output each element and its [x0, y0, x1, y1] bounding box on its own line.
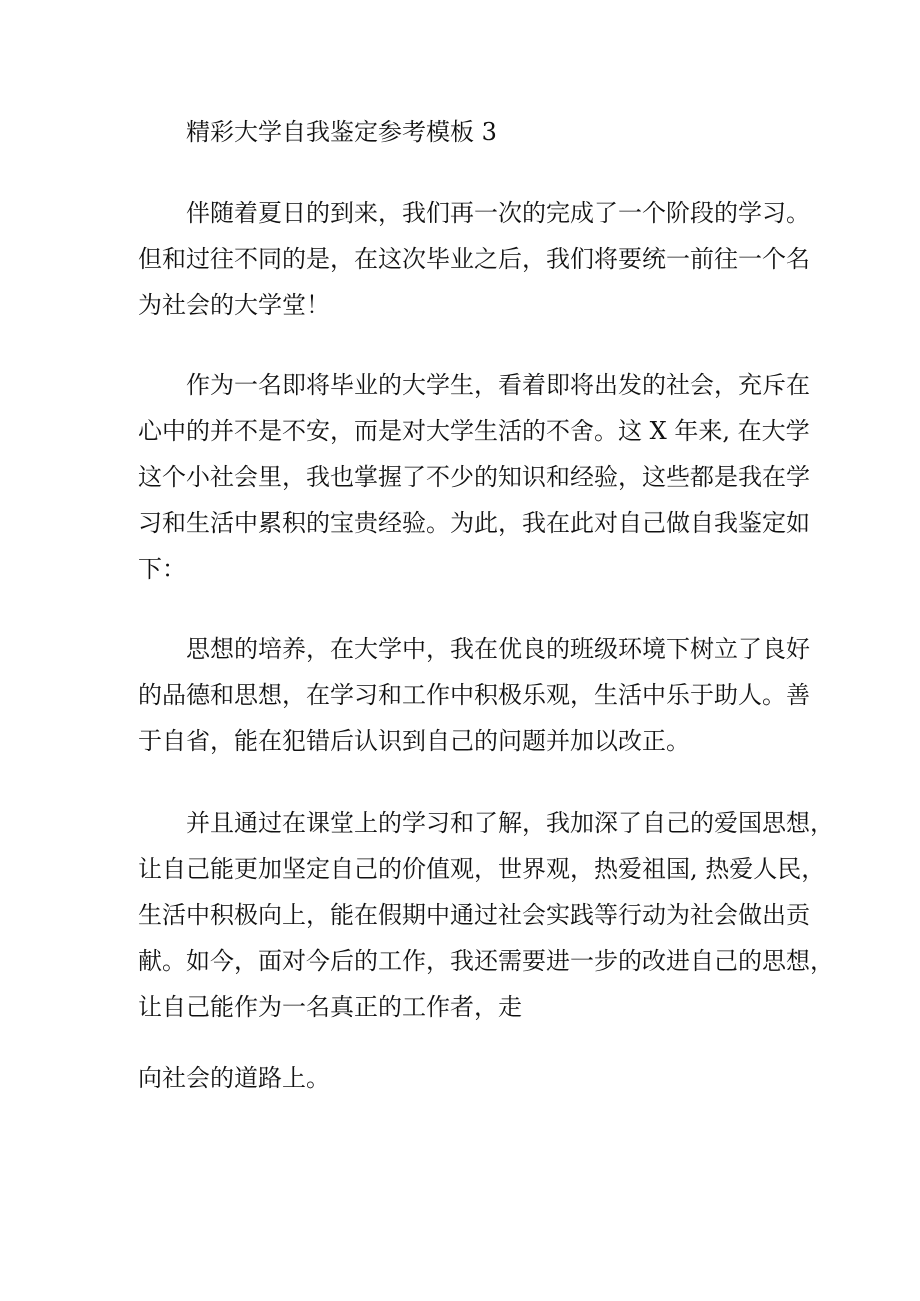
paragraph-2: [138, 362, 810, 592]
paragraph-line: 献。如今，面对今后的工作，我还需要进一步的改进自己的思想，: [138, 947, 834, 975]
paragraph-line: 向社会的道路上。: [138, 1064, 330, 1092]
paragraph-line: 生活中积极向上，能在假期中通过社会实践等行动为社会做出贡: [138, 901, 810, 929]
paragraph-line: 但和过往不同的是，在这次毕业之后，我们将要统一前往一个名: [138, 245, 810, 273]
paragraph-line: 让自己能更加坚定自己的价值观，世界观，热爱祖国, 热爱人民，: [138, 855, 826, 883]
paragraph-line: 习和生活中累积的宝贵经验。为此，我在此对自己做自我鉴定如: [138, 509, 810, 537]
paragraph-5: [138, 1055, 798, 1101]
paragraph-line: 让自己能作为一名真正的工作者，走: [138, 993, 522, 1021]
paragraph-line: 伴随着夏日的到来，我们再一次的完成了一个阶段的学习。: [186, 199, 810, 227]
paragraph-line: 为社会的大学堂！: [138, 291, 330, 319]
paragraph-line: 的品德和思想，在学习和工作中积极乐观，生活中乐于助人。善: [138, 681, 810, 709]
document-title: 精彩大学自我鉴定参考模板 3: [186, 118, 497, 146]
paragraph-line: 作为一名即将毕业的大学生，看着即将出发的社会，充斥在: [186, 371, 810, 399]
paragraph-line: 下：: [138, 555, 186, 583]
paragraph-1: [138, 190, 810, 328]
paragraph-line: 这个小社会里，我也掌握了不少的知识和经验，这些都是我在学: [138, 463, 810, 491]
paragraph-line: 于自省，能在犯错后认识到自己的问题并加以改正。: [138, 727, 690, 755]
paragraph-4: [138, 800, 834, 1030]
paragraph-line: 心中的并不是不安，而是对大学生活的不舍。这 X 年来, 在大学: [138, 417, 810, 445]
paragraph-line: 并且通过在课堂上的学习和了解，我加深了自己的爱国思想，: [186, 809, 834, 837]
paragraph-3: [138, 626, 810, 764]
paragraph-line: 思想的培养，在大学中，我在优良的班级环境下树立了良好: [186, 635, 810, 663]
